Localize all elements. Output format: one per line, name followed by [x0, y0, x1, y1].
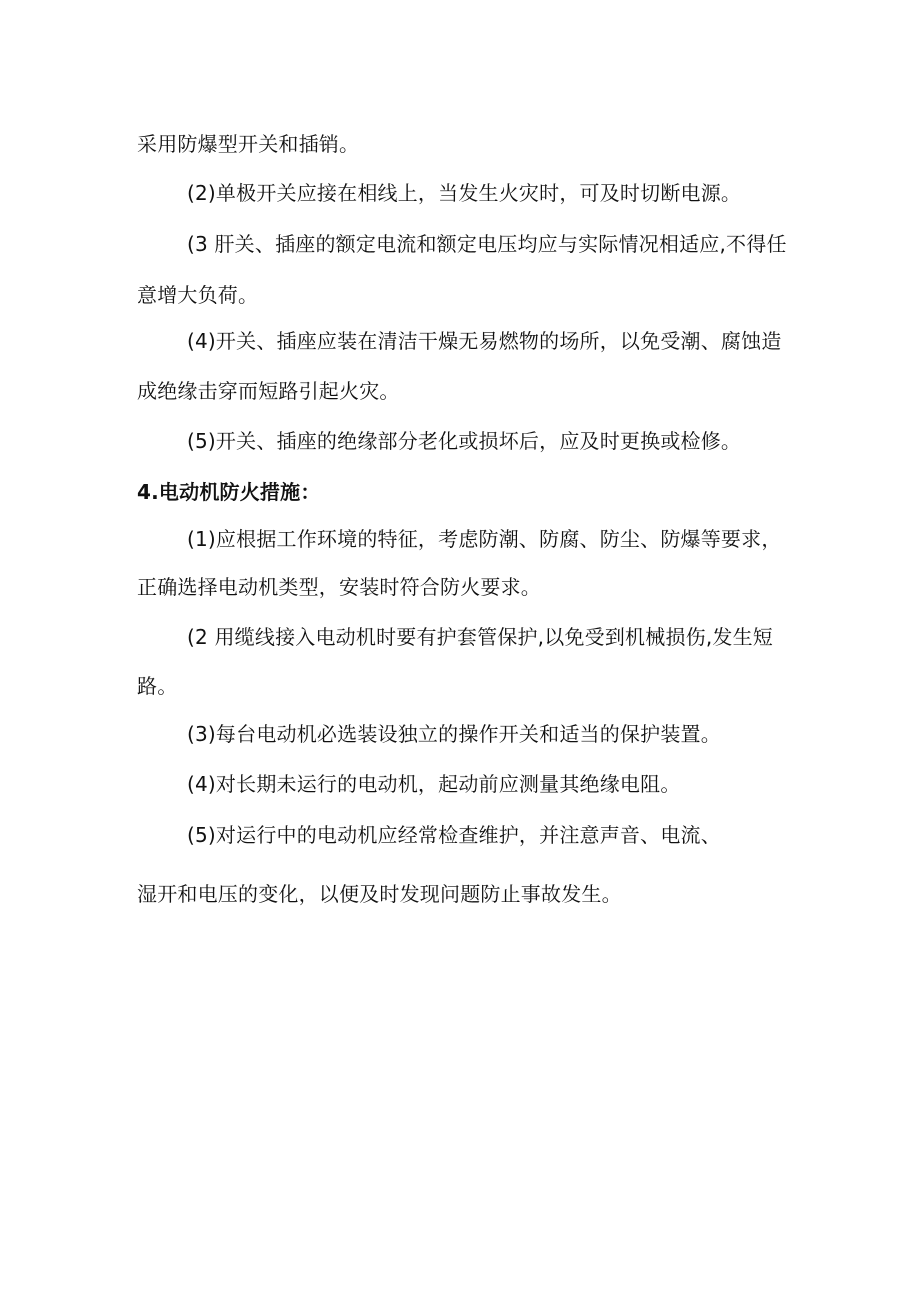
text-line-motor-5-cont: 湿开和电压的变化，以便及时发现问题防止事故发生。 [137, 882, 622, 906]
text-line-motor-3: (3)每台电动机必选装设独立的操作开关和适当的保护装置。 [187, 722, 721, 746]
text-line-item-4-cont: 成绝缘击穿而短路引起火灾。 [137, 379, 400, 403]
text-line-item-3-cont: 意增大负荷。 [137, 283, 259, 307]
text-line-motor-5: (5)对运行中的电动机应经常检查维护，并注意声音、电流、 [187, 823, 721, 847]
text-line-motor-2: (2 用缆线接入电动机时要有护套管保护,以免受到机械损伤,发生短 [187, 625, 773, 649]
text-line-motor-4: (4)对长期未运行的电动机，起动前应测量其绝缘电阻。 [187, 772, 681, 796]
text-line-item-2: (2)单极开关应接在相线上，当发生火灾时，可及时切断电源。 [187, 181, 742, 205]
text-line-item-3: (3 肝关、插座的额定电流和额定电压均应与实际情况相适应,不得任 [187, 232, 787, 256]
section-heading-motor: 4.电动机防火措施： [137, 480, 321, 504]
text-line-continuation: 采用防爆型开关和插销。 [137, 132, 360, 156]
text-line-item-4: (4)开关、插座应装在清洁干燥无易燃物的场所，以免受潮、腐蚀造 [187, 329, 782, 353]
text-line-motor-1-cont: 正确选择电动机类型，安装时符合防火要求。 [137, 575, 541, 599]
text-line-motor-2-cont: 路。 [137, 674, 178, 698]
text-line-motor-1: (1)应根据工作环境的特征，考虑防潮、防腐、防尘、防爆等要求， [187, 527, 782, 551]
text-line-item-5: (5)开关、插座的绝缘部分老化或损坏后，应及时更换或检修。 [187, 429, 742, 453]
